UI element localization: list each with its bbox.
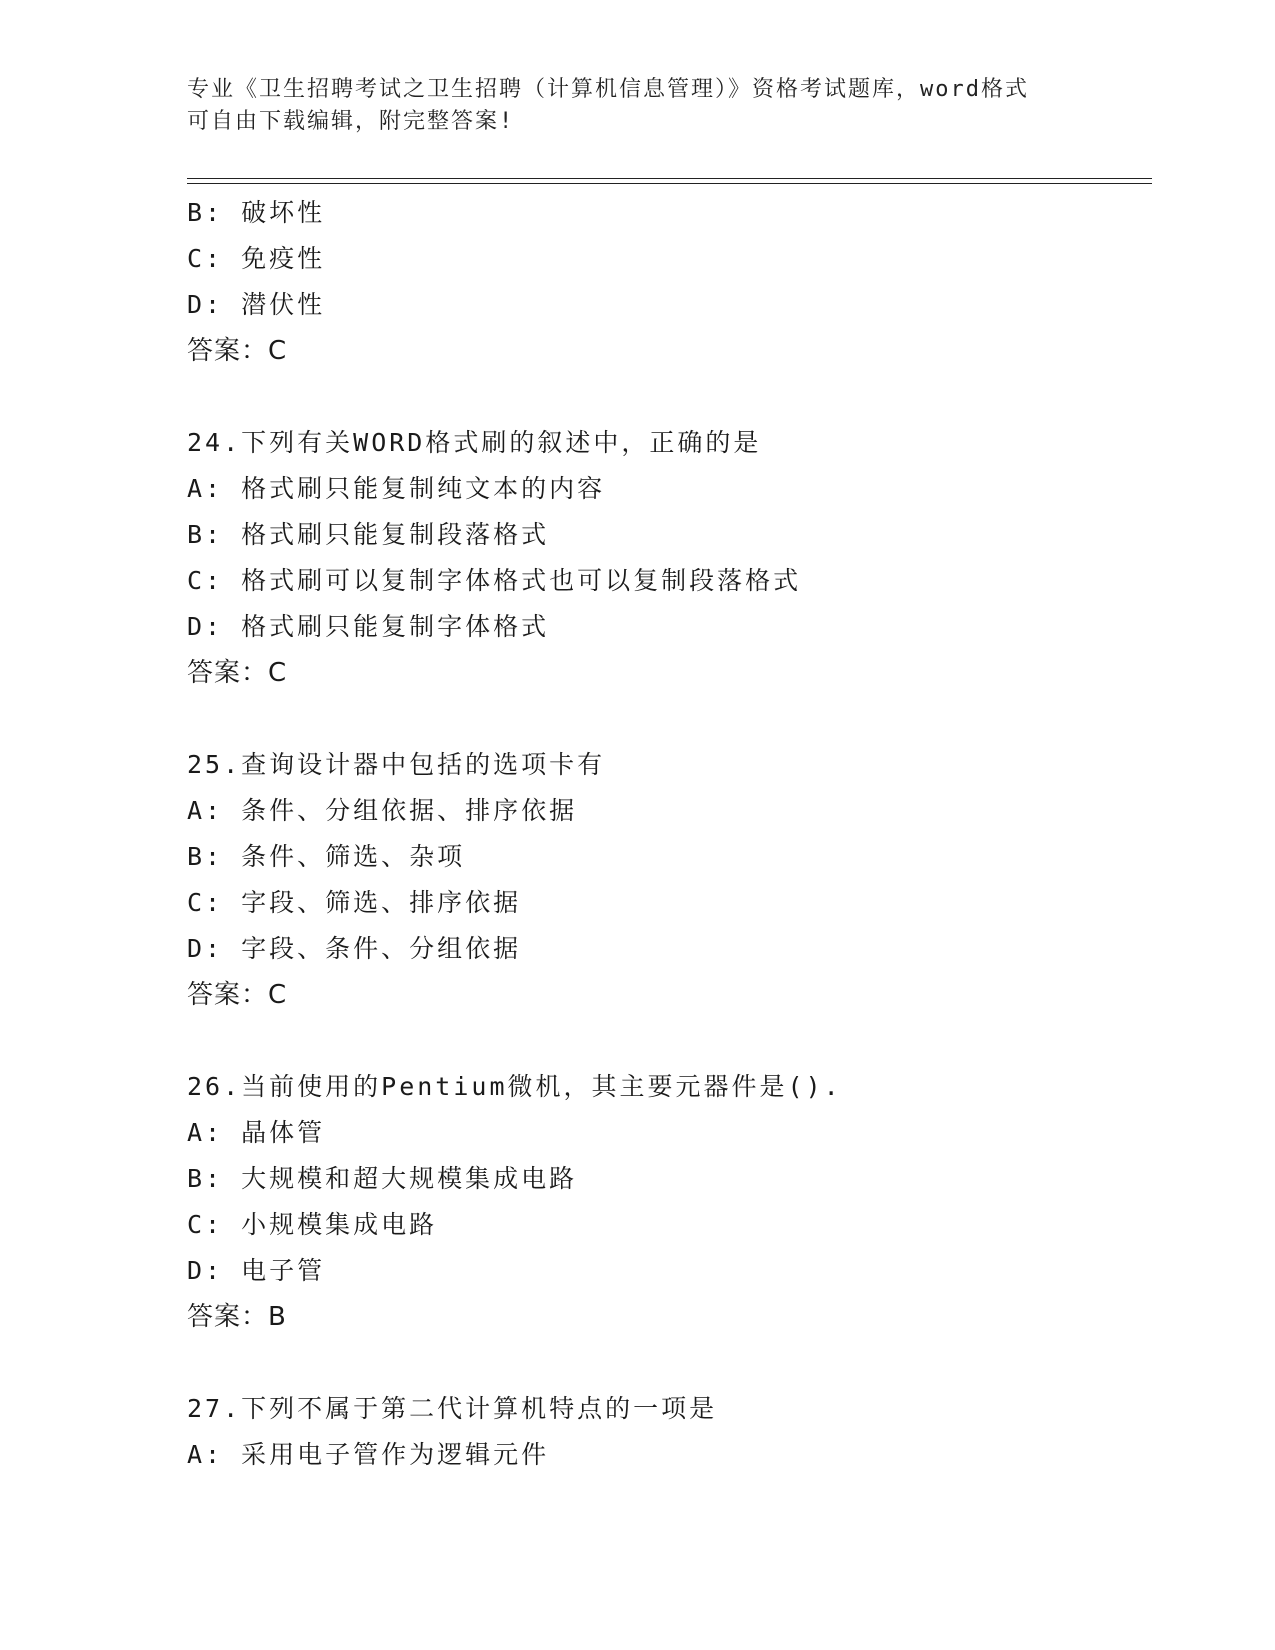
spacer — [187, 1340, 1147, 1386]
question-stem: 26.当前使用的Pentium微机，其主要元器件是(). — [187, 1072, 842, 1101]
option-a: A: 采用电子管作为逻辑元件 — [187, 1440, 550, 1469]
option-b: B: 格式刷只能复制段落格式 — [187, 520, 550, 549]
option-d: D: 格式刷只能复制字体格式 — [187, 612, 550, 641]
document-header — [187, 74, 1087, 138]
answer-line: 答案：C — [187, 658, 288, 688]
option-d: D: 电子管 — [187, 1256, 326, 1285]
header-divider-bottom — [187, 183, 1152, 184]
question-stem: 24.下列有关WORD格式刷的叙述中，正确的是 — [187, 428, 762, 457]
question-list — [187, 190, 1147, 1478]
option-a: A: 晶体管 — [187, 1118, 326, 1147]
question-23-continued — [187, 190, 1147, 374]
option-b: B: 破坏性 — [187, 198, 326, 227]
question-25 — [187, 742, 1147, 1018]
option-a: A: 格式刷只能复制纯文本的内容 — [187, 474, 606, 503]
question-27 — [187, 1386, 1147, 1478]
option-b: B: 大规模和超大规模集成电路 — [187, 1164, 578, 1193]
question-26 — [187, 1064, 1147, 1340]
question-stem: 25.查询设计器中包括的选项卡有 — [187, 750, 606, 779]
option-c: C: 小规模集成电路 — [187, 1210, 438, 1239]
option-c: C: 免疫性 — [187, 244, 326, 273]
question-stem: 27.下列不属于第二代计算机特点的一项是 — [187, 1394, 718, 1423]
spacer — [187, 696, 1147, 742]
question-24 — [187, 420, 1147, 696]
header-title-line-1: 专业《卫生招聘考试之卫生招聘（计算机信息管理）》资格考试题库，word格式 — [187, 77, 1029, 102]
option-c: C: 格式刷可以复制字体格式也可以复制段落格式 — [187, 566, 802, 595]
option-d: D: 字段、条件、分组依据 — [187, 934, 522, 963]
header-divider-top — [187, 178, 1152, 179]
option-b: B: 条件、筛选、杂项 — [187, 842, 466, 871]
answer-line: 答案：B — [187, 1302, 287, 1332]
spacer — [187, 1018, 1147, 1064]
answer-line: 答案：C — [187, 336, 288, 366]
spacer — [187, 374, 1147, 420]
option-a: A: 条件、分组依据、排序依据 — [187, 796, 578, 825]
option-c: C: 字段、筛选、排序依据 — [187, 888, 522, 917]
option-d: D: 潜伏性 — [187, 290, 326, 319]
answer-line: 答案：C — [187, 980, 288, 1010]
header-title-line-2: 可自由下载编辑，附完整答案! — [187, 109, 515, 134]
